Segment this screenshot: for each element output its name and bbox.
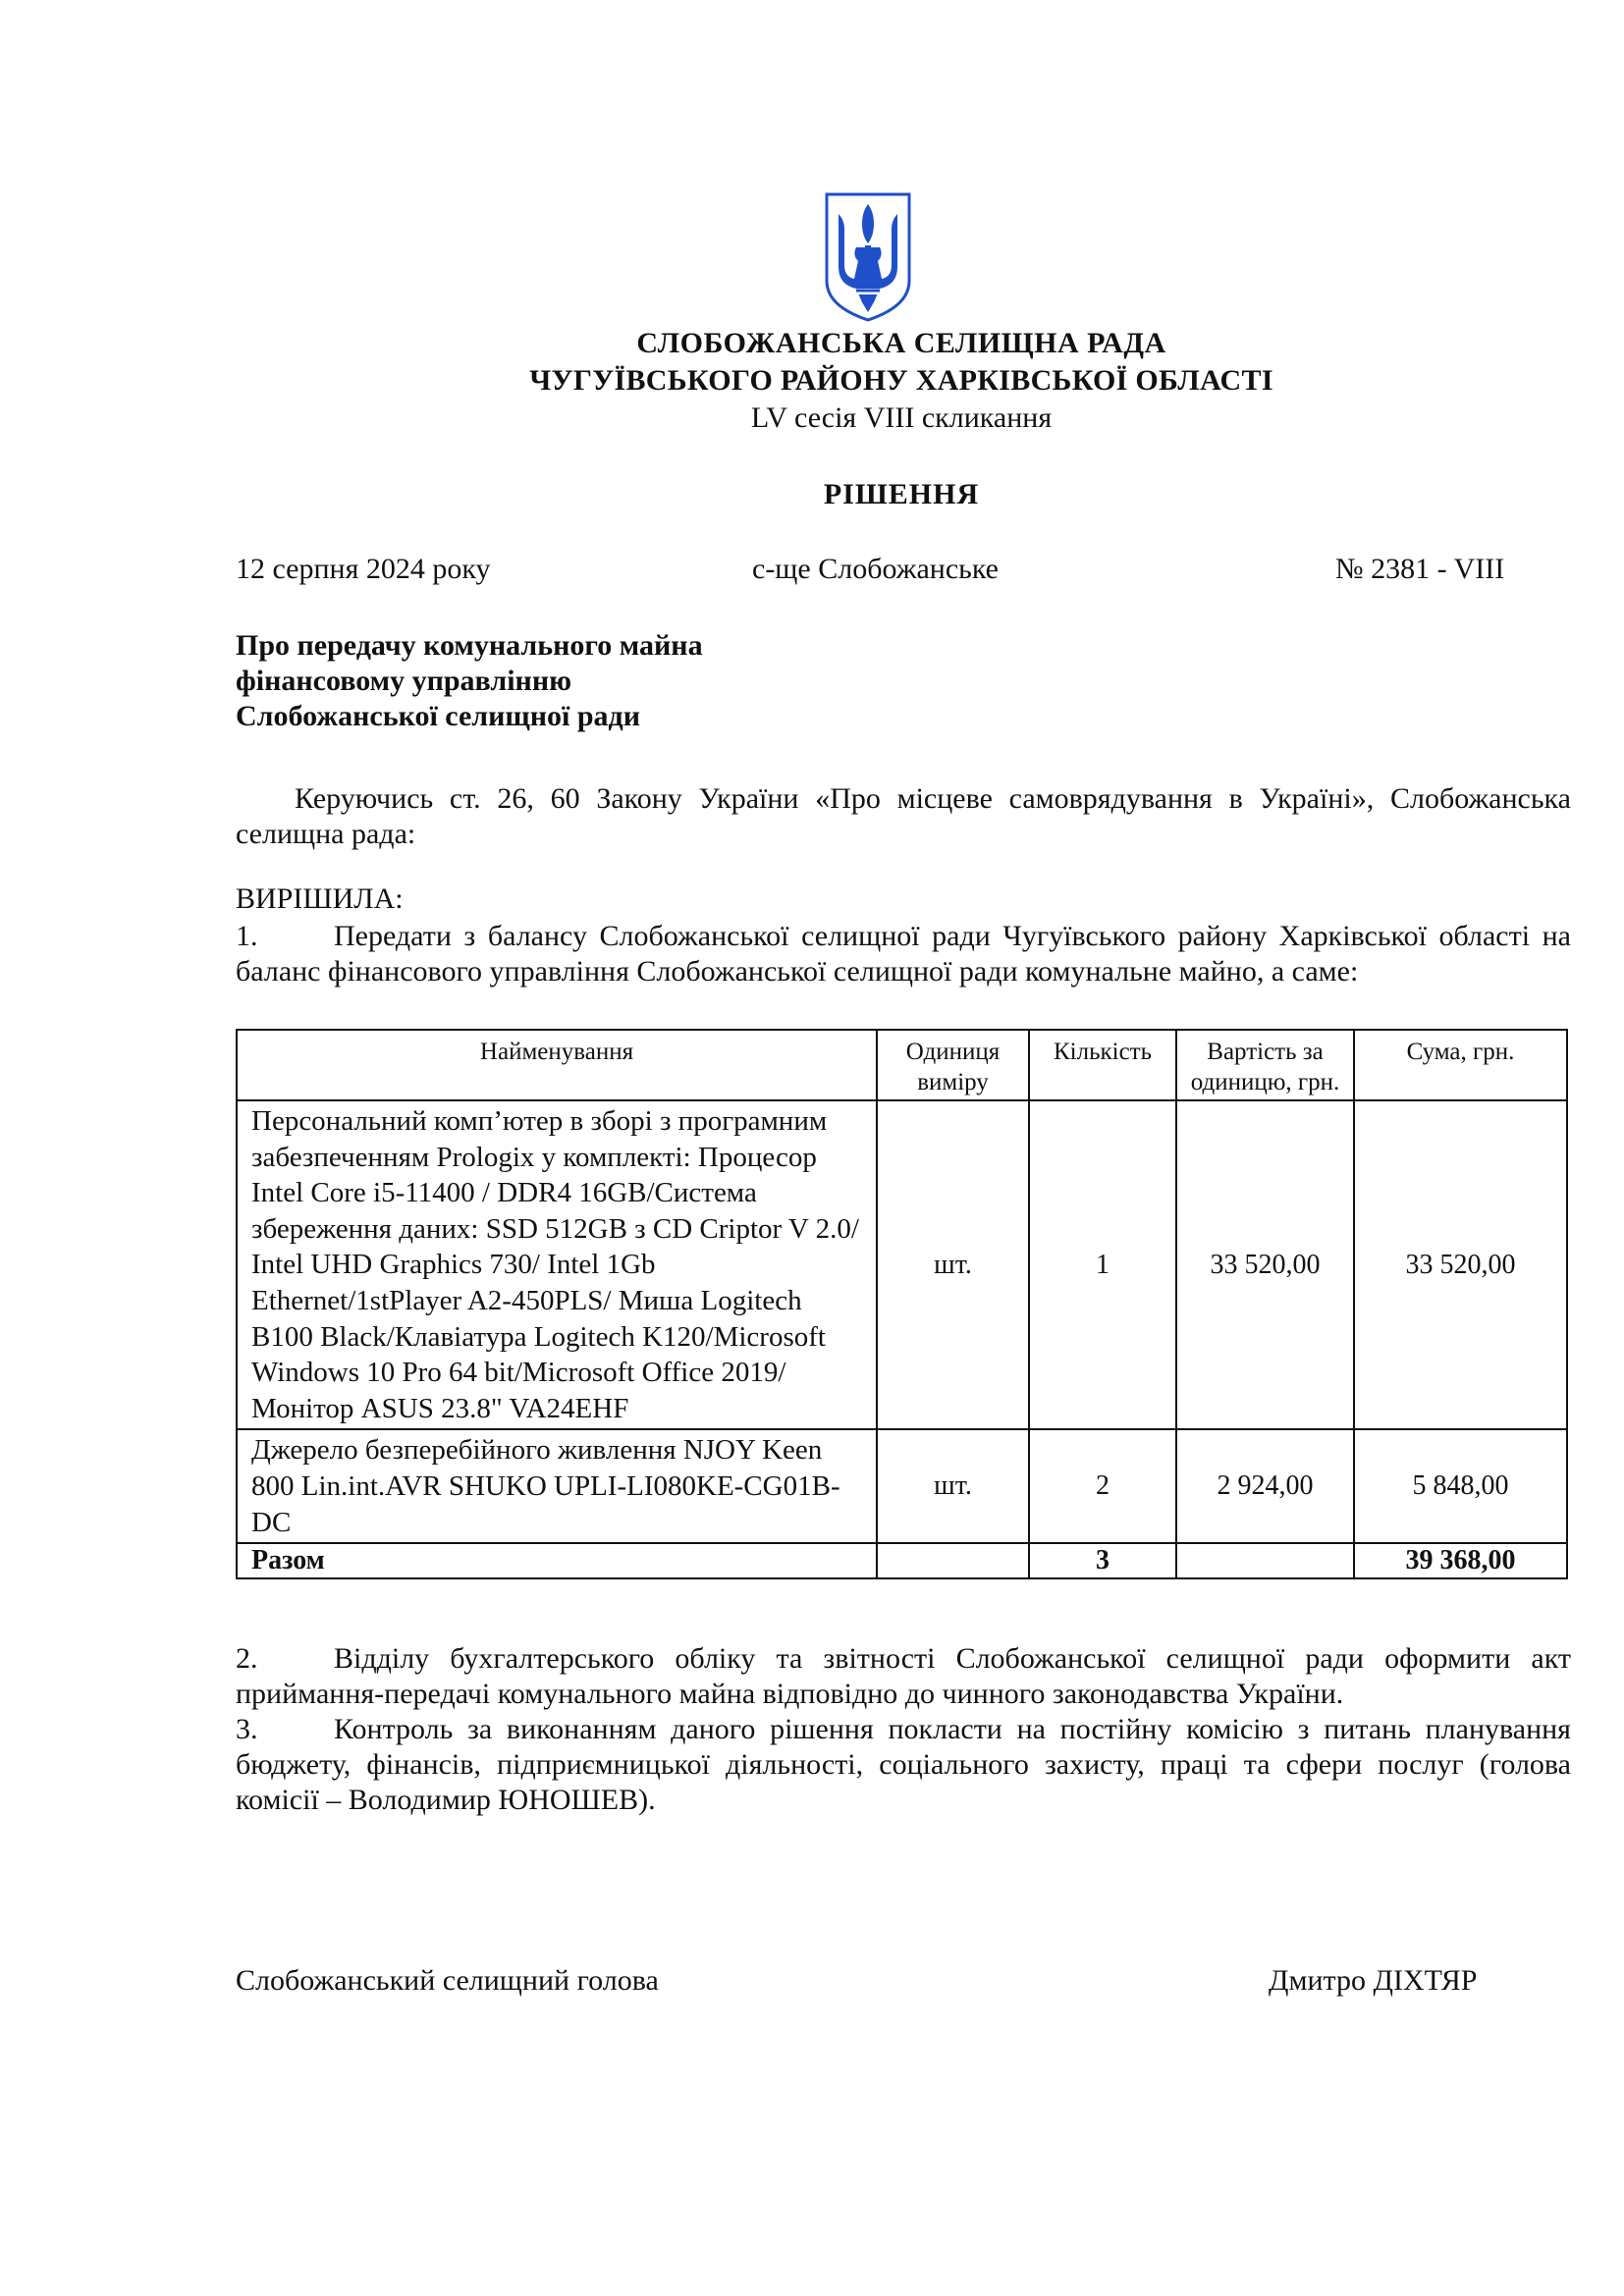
empty-cell xyxy=(877,1543,1029,1578)
item-unit: шт. xyxy=(877,1429,1029,1543)
signatory-title: Слобожанський селищний голова xyxy=(236,1964,659,1997)
table-row xyxy=(237,1100,1567,1429)
decision-date: 12 серпня 2024 року xyxy=(236,553,491,585)
decision-subject xyxy=(236,628,923,734)
item-name: Джерело безперебійного живлення NJOY Keen 800 Lin.int.AVR SHUKO UPLI-LI080KE-CG01B-DC xyxy=(237,1429,877,1543)
item-text: Передати з балансу Слобожанської селищної ради Чугуївського району Харківської області на баланс фінансового управління Слобожанської селищної ради комунальне майно, а саме: xyxy=(236,920,1571,988)
item-number: 1. xyxy=(236,920,258,952)
column-header: Найменування xyxy=(237,1030,877,1100)
item-qty: 2 xyxy=(1029,1429,1176,1543)
item-name: Персональний комп’ютер в зборі з програмним забезпеченням Prologix у комплекті: Процесор Intel Core i5-11400 / DDR4 16GB/Система збереження даних: SSD 512GB з CD Criptor V 2.0/ Intel UHD Graphics 730/ Intel 1Gb Ethernet/1stPlayer A2-450PLS/ Миша Logitech B100 Black/Клавіатура Logitech K120/Microsoft Windows 10 Pro 64 bit/Microsoft Office 2019/ Монітор ASUS 23.8" VA24EHF xyxy=(237,1100,877,1429)
table-header-row xyxy=(237,1030,1567,1100)
column-header: Одиниця виміру xyxy=(877,1030,1029,1100)
item-price: 33 520,00 xyxy=(1176,1100,1354,1429)
council-name: СЛОБОЖАНСЬКА СЕЛИЩНА РАДА xyxy=(636,327,1166,359)
signatory-name: Дмитро ДІХТЯР xyxy=(1269,1964,1478,1997)
subject-line: Слобожанської селищної ради xyxy=(236,700,641,732)
item-number: 2. xyxy=(236,1642,258,1675)
item-sum: 5 848,00 xyxy=(1354,1429,1567,1543)
subject-line: Про передачу комунального майна xyxy=(236,629,703,662)
property-table xyxy=(236,1029,1568,1579)
decision-item-1 xyxy=(236,919,1571,989)
item-sum: 33 520,00 xyxy=(1354,1100,1567,1429)
total-row xyxy=(237,1543,1567,1578)
decision-place: с-ще Слобожанське xyxy=(752,553,999,585)
decision-item-2 xyxy=(236,1641,1571,1712)
item-unit: шт. xyxy=(877,1100,1029,1429)
item-qty: 1 xyxy=(1029,1100,1176,1429)
preamble-paragraph: Керуючись ст. 26, 60 Закону України «Про місцеве самоврядування в Україні», Слобожанська селищна рада: xyxy=(236,782,1571,850)
decision-item-3 xyxy=(236,1712,1571,1818)
item-number: 3. xyxy=(236,1713,258,1745)
total-label: Разом xyxy=(237,1543,877,1578)
empty-cell xyxy=(1176,1543,1354,1578)
subject-line: фінансовому управлінню xyxy=(236,665,572,697)
total-qty: 3 xyxy=(1029,1543,1176,1578)
item-text: Контроль за виконанням даного рішення покласти на постійну комісію з питань планування бюджету, фінансів, підприємницької діяльності, соціального захисту, праці та сфери послуг (голова комісії – Володимир ЮНОШЕВ). xyxy=(236,1713,1571,1816)
total-sum: 39 368,00 xyxy=(1354,1543,1567,1578)
column-header: Сума, грн. xyxy=(1354,1030,1567,1100)
decision-number: № 2381 - VIII xyxy=(1335,553,1505,585)
table-row xyxy=(237,1429,1567,1543)
council-district: ЧУГУЇВСЬКОГО РАЙОНУ ХАРКІВСЬКОЇ ОБЛАСТІ xyxy=(529,364,1273,397)
coat-of-arms-icon xyxy=(823,190,913,324)
item-text: Відділу бухгалтерського обліку та звітності Слобожанської селищної ради оформити акт приймання-передачі комунального майна відповідно до чинного законодавства України. xyxy=(236,1642,1571,1710)
column-header: Кількість xyxy=(1029,1030,1176,1100)
item-price: 2 924,00 xyxy=(1176,1429,1354,1543)
document-title: РІШЕННЯ xyxy=(823,478,980,510)
session-line: LV сесія VIII скликання xyxy=(750,401,1053,434)
decided-heading: ВИРІШИЛА: xyxy=(236,882,404,915)
column-header: Вартість за одиницю, грн. xyxy=(1176,1030,1354,1100)
